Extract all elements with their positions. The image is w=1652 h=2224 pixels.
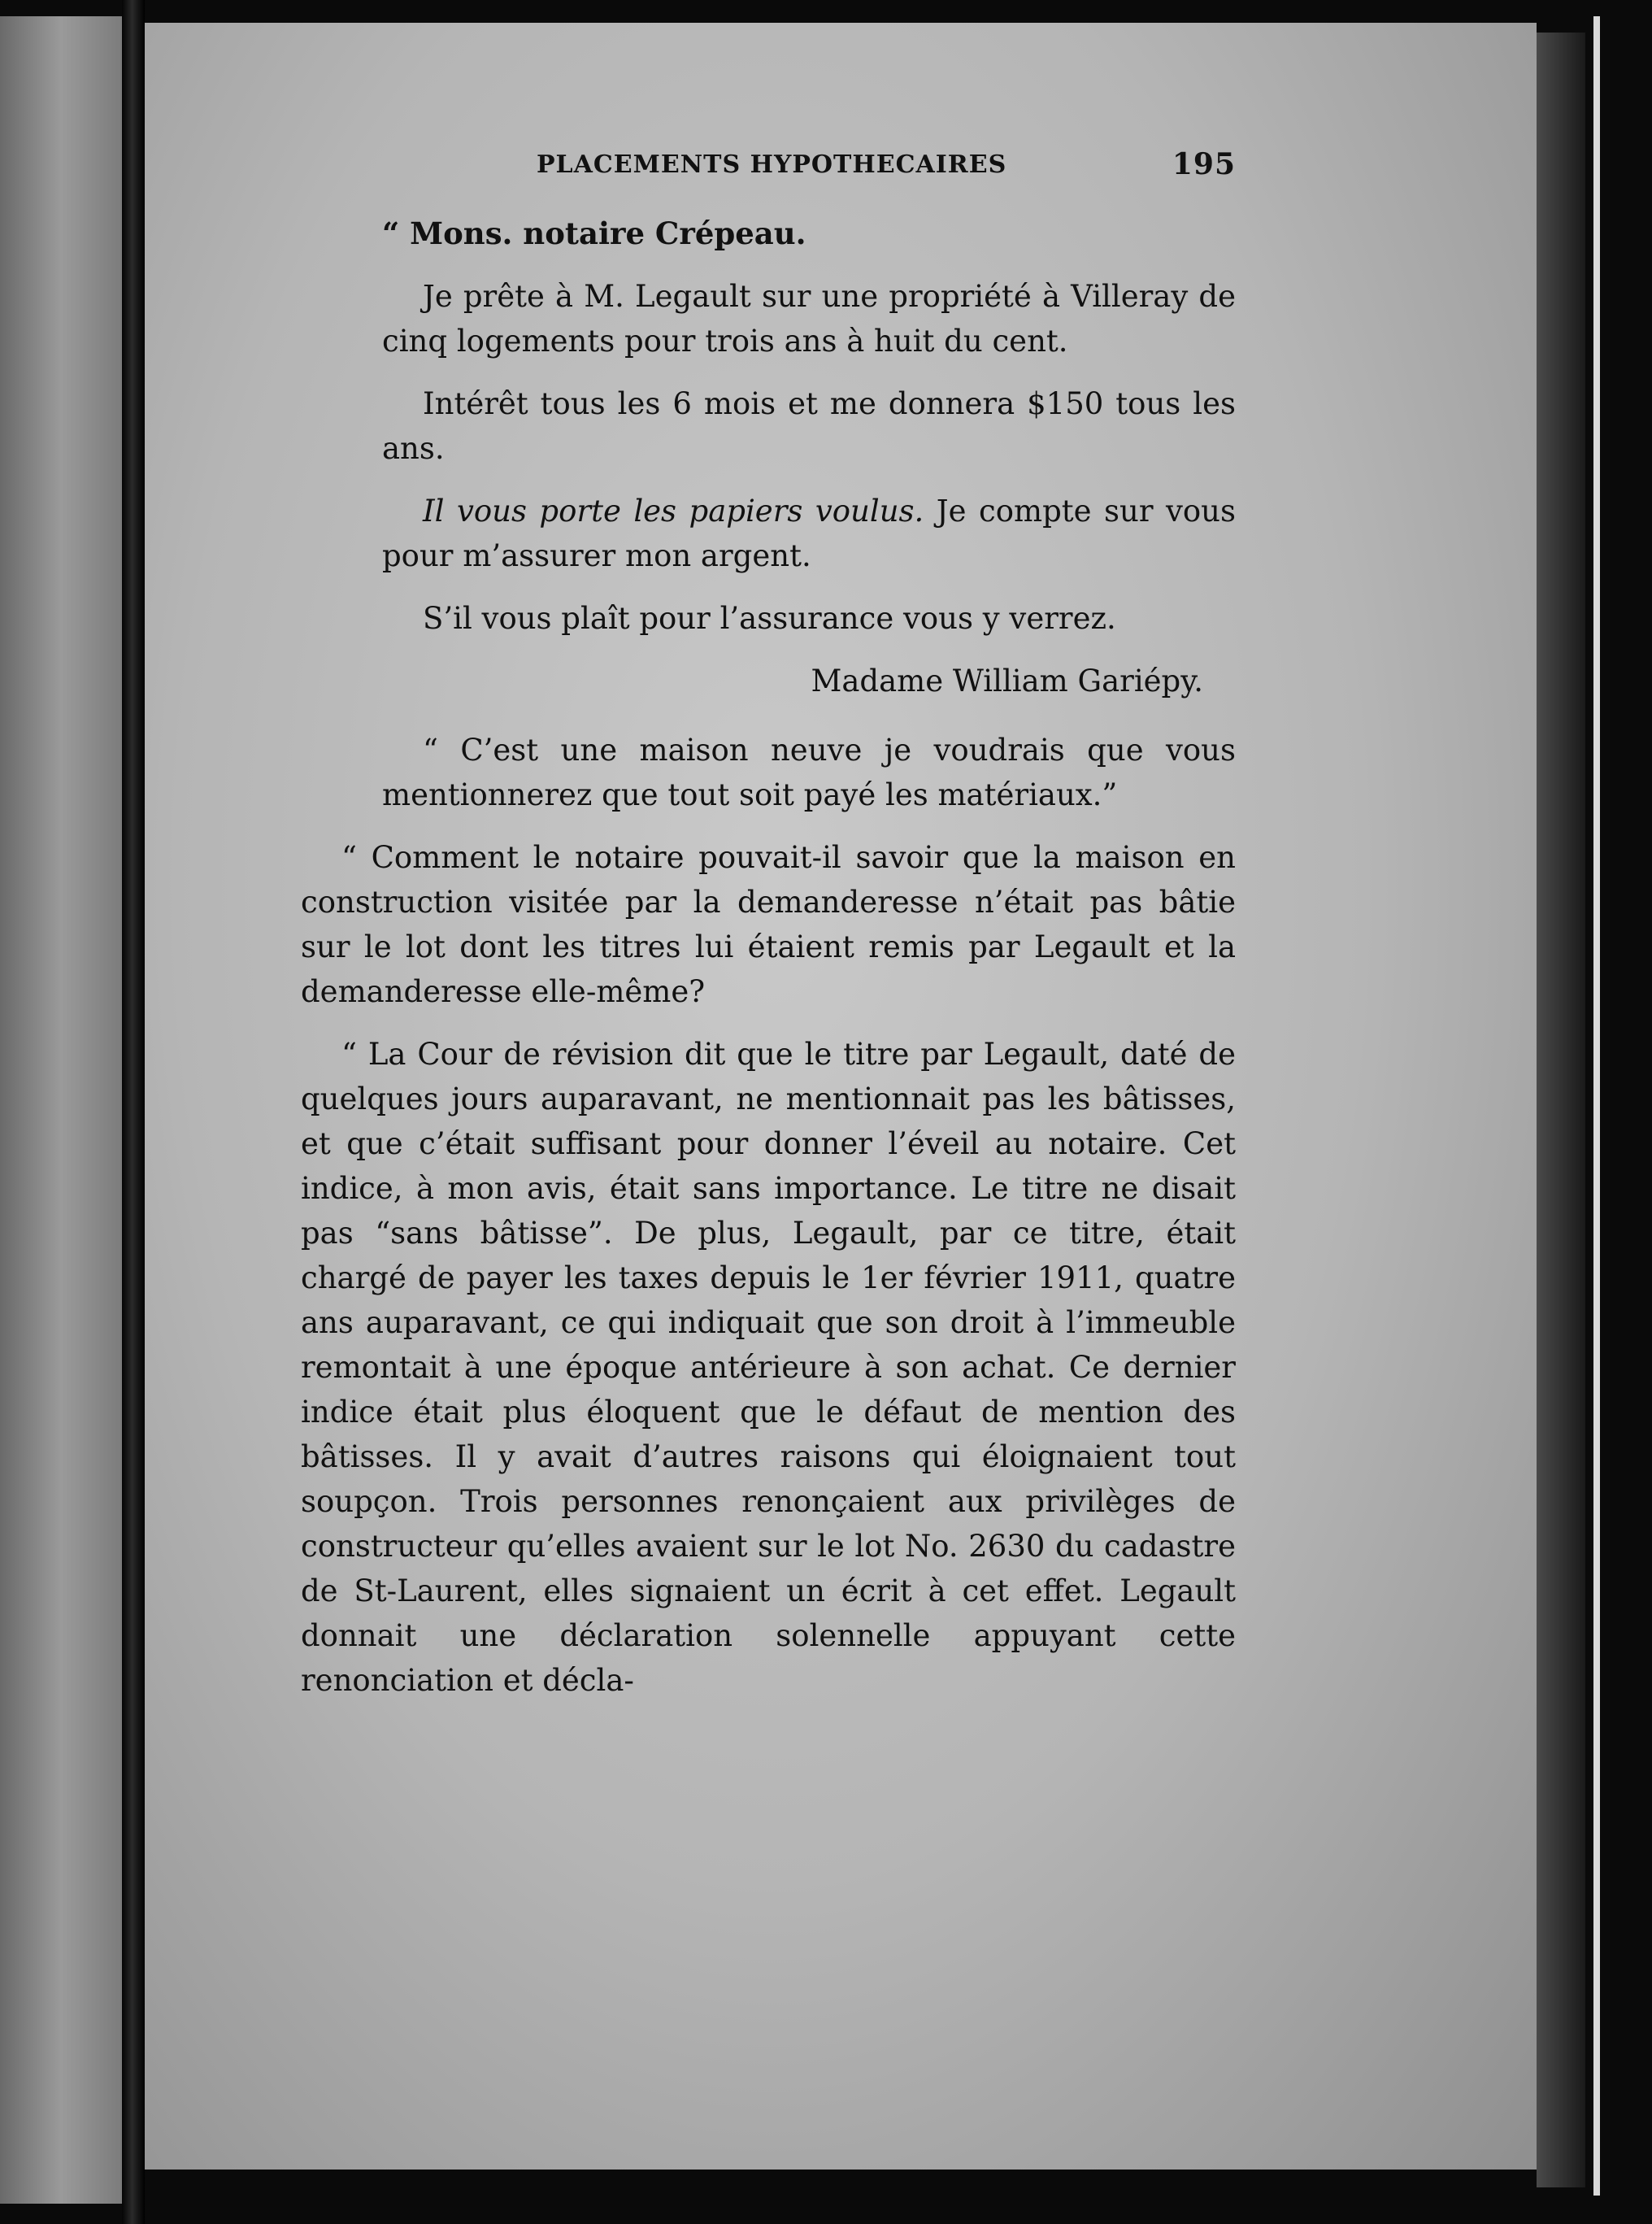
- letter-paragraph: Je prête à M. Legault sur une propriété à Villeray de cinq logements pour trois ans à huit du cent.: [382, 279, 1236, 359]
- letter-paragraph: Intérêt tous les 6 mois et me donnera $150 tous les ans.: [382, 386, 1236, 466]
- page-edge-shadow: [1537, 33, 1585, 2187]
- running-head: [301, 142, 1236, 187]
- letter-paragraph: [301, 489, 1236, 578]
- letter-salutation: “ Mons. notaire Crépeau.: [382, 215, 806, 251]
- body-paragraph: “ La Cour de révision dit que le titre par Legault, daté de quelques jours auparavant, ne mentionnait pas les bâtisses, et que c’était suffisant pour donner l’éveil au notaire. Cet indice, à mon avis, était sans importance. Le titre ne disait pas “sans bâtisse”. De plus, Legault, par ce titre, était chargé de payer les taxes depuis le 1er février 1911, quatre ans auparavant, ce qui indiquait que son droit à l’immeuble remontait à une époque antérieure à son achat. Ce dernier indice était plus éloquent que le défaut de mention des bâtisses. Il y avait d’autres raisons qui éloignaient tout soupçon. Trois personnes renonçaient aux privilèges de constructeur qu’elles avaient sur le lot No. 2630 du cadastre de St-Laurent, elles signaient un écrit à cet effet. Legault donnait une déclaration solennelle appuyant cette renonciation et décla-: [301, 1037, 1236, 1698]
- letter-italic-text: Il vous porte les papiers voulus.: [423, 494, 924, 529]
- running-head-title: PLACEMENTS HYPOTHECAIRES: [537, 150, 1007, 179]
- page-number: 195: [1172, 147, 1236, 181]
- letter-signature: Madame William Gariépy.: [811, 664, 1203, 699]
- adjacent-page-edge: [0, 16, 122, 2204]
- page-text: [301, 142, 1236, 1721]
- letter-paragraph: S’il vous plaît pour l’assurance vous y verrez.: [423, 601, 1116, 636]
- body-paragraph: “ Comment le notaire pouvait-il savoir que la maison en construction visitée par la demanderesse n’était pas bâtie sur le lot dont les titres lui étaient remis par Legault et la demanderesse elle-même?: [301, 840, 1236, 1009]
- letter-postscript: “ C’est une maison neuve je voudrais que vous mentionnerez que tout soit payé les matériaux.”: [382, 733, 1236, 812]
- film-frame-line: [1593, 16, 1600, 2196]
- book-gutter: [122, 0, 145, 2224]
- letter-text: Je compte sur vous pour m’assurer mon argent.: [382, 494, 1236, 573]
